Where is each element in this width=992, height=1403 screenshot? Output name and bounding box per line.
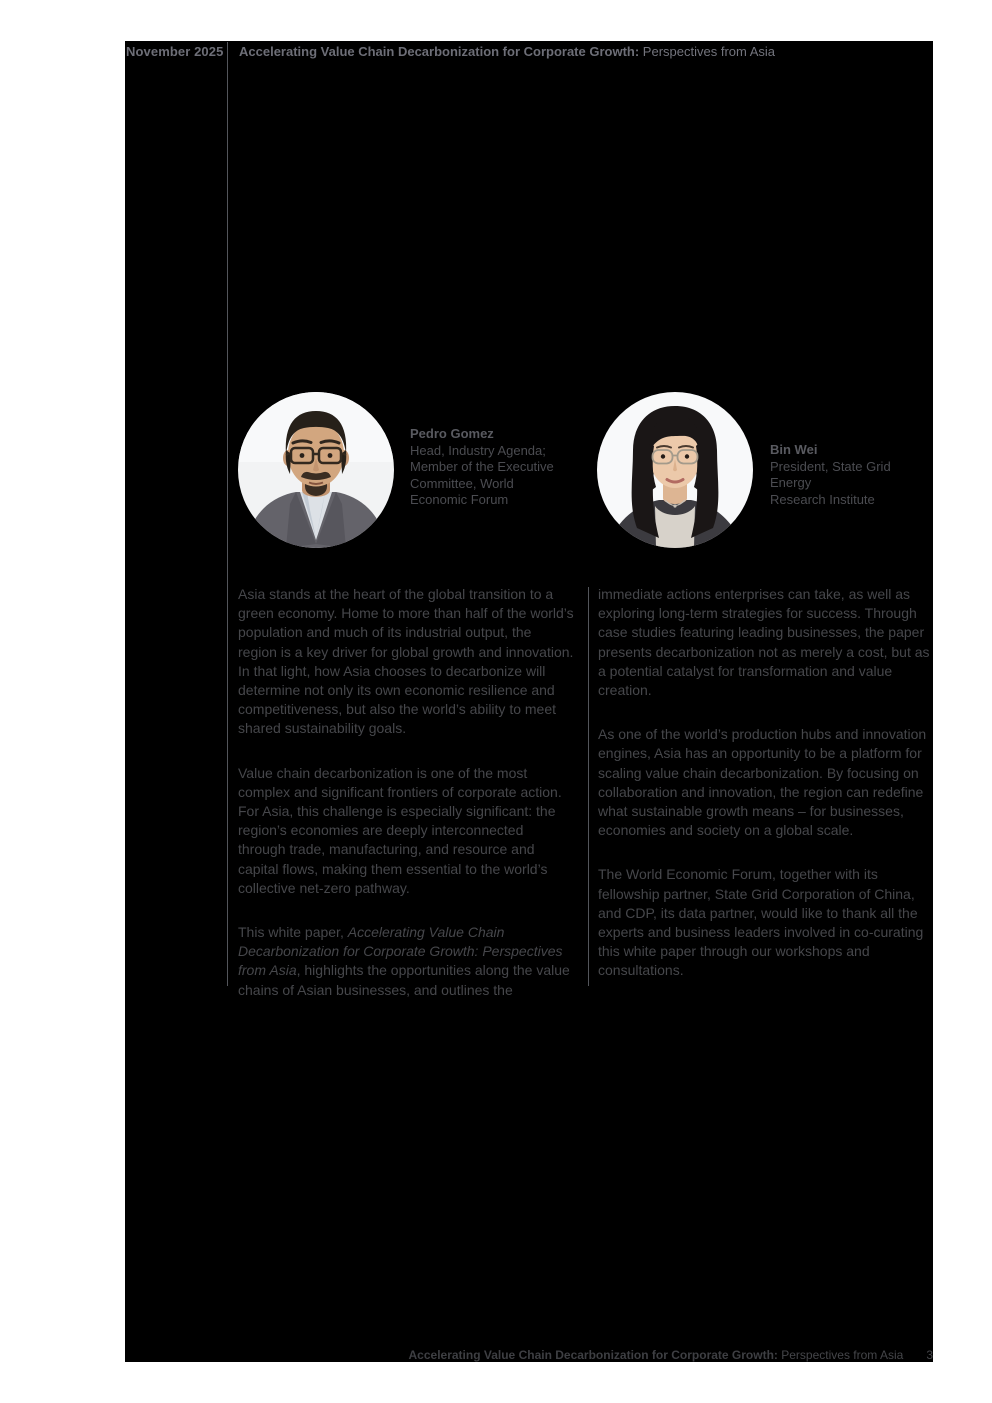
author-name: Bin Wei: [770, 442, 818, 457]
author-role-line: Committee, World: [410, 475, 514, 491]
pedro-gomez-photo: [238, 392, 394, 548]
header-title-regular-segment: Perspectives from Asia: [639, 44, 776, 59]
bin-wei-caption: [770, 442, 933, 508]
footer-title-bold-segment: Accelerating Value Chain Decarbonization for Corporate Growth:: [408, 1348, 778, 1362]
header-vertical-divider: [227, 42, 228, 986]
header-date: November 2025: [126, 44, 224, 59]
page-header-title: [239, 44, 775, 59]
paper-title-italic: Accelerating Value Chain Decarbonization for Corporate Growth: Perspectives from Asia: [238, 924, 563, 979]
pedro-gomez-portrait-image: [238, 392, 394, 548]
body-column-right: [598, 585, 934, 1006]
body-column-left: [238, 585, 574, 1025]
paragraph-text: This white paper,: [238, 924, 348, 941]
column-divider: [588, 587, 589, 986]
author-name: Pedro Gomez: [410, 426, 494, 441]
paragraph-text: , highlights the opportunities along the value chains of Asian businesses, and outlines the: [238, 962, 570, 998]
author-role-line: Member of the Executive: [410, 459, 554, 474]
content-panel: [125, 41, 933, 1362]
bin-wei-photo: [597, 392, 753, 548]
author-role-line: President, State Grid Energy: [770, 458, 891, 490]
author-role-line: Research Institute: [770, 491, 875, 507]
page-number: 3: [926, 1348, 933, 1362]
bin-wei-portrait-image: [597, 392, 753, 548]
author-role-line: Economic Forum: [410, 492, 509, 507]
pedro-gomez-caption: [410, 426, 554, 509]
paragraph: As one of the world’s production hubs and innovation engines, Asia has an opportunity to be a platform for scaling value chain decarbonization. By focusing on collaboration and innovation, the region can redefine what sustainable growth means – for businesses, economies and society on a global scale.: [598, 726, 927, 839]
page-footer: [409, 1348, 933, 1362]
header-title-bold-segment: Accelerating Value Chain Decarbonization for Corporate Growth:: [239, 44, 640, 59]
footer-title-regular-segment: Perspectives from Asia: [777, 1348, 904, 1362]
author-role-line: Head, Industry Agenda;: [410, 442, 546, 458]
paragraph: [238, 923, 574, 1000]
paragraph: Asia stands at the heart of the global transition to a green economy. Home to more than half of the world’s population and much of its industrial output, the region is a key driver for global growth and innovation. In that light, how Asia chooses to decarbonize will determine not only its own economic resilience and competitiveness, but also the world’s ability to meet shared sustainability goals.: [238, 586, 574, 737]
paragraph: immediate actions enterprises can take, as well as exploring long-term strategies for success. Through case studies featuring leading businesses, the paper presents decarbonization not as merely a cost, but as a potential catalyst for transformation and value creation.: [598, 586, 930, 699]
paragraph: The World Economic Forum, together with its fellowship partner, State Grid Corporation of China, and CDP, its data partner, would like to thank all the experts and business leaders involved in co-curating this white paper through our workshops and consultations.: [598, 866, 924, 979]
paragraph: Value chain decarbonization is one of the most complex and significant frontiers of corporate action. For Asia, this challenge is especially significant: the region’s economies are deeply interconnected through trade, manufacturing, and resource and capital flows, making them essential to the world’s collective net-zero pathway.: [238, 764, 562, 896]
